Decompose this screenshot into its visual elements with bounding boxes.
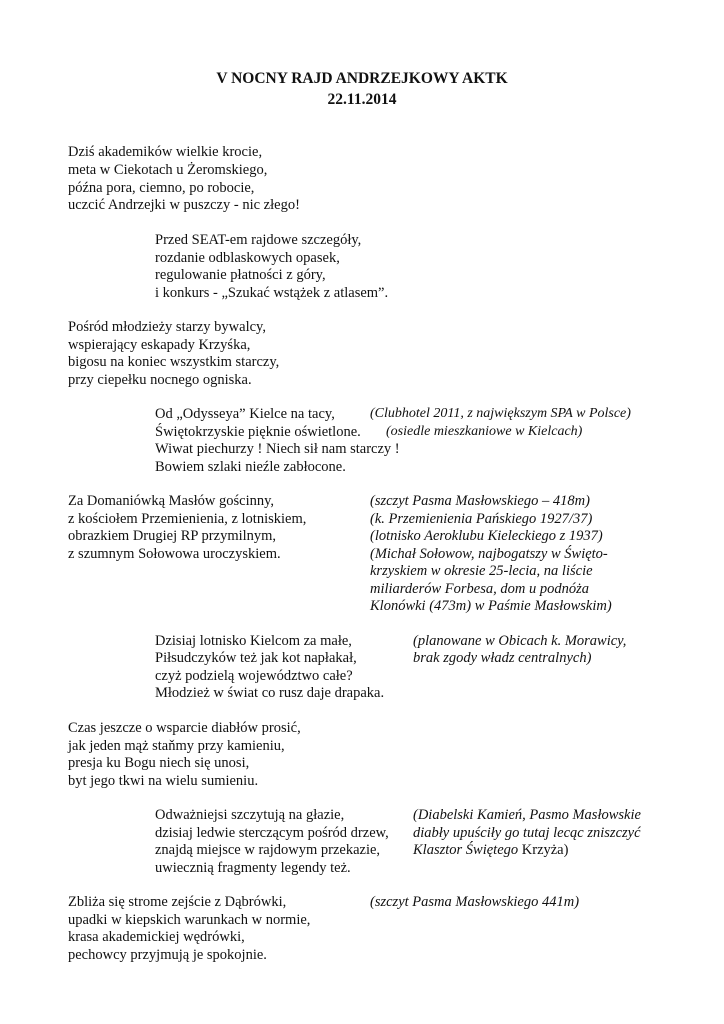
poem-line: krasa akademickiej wędrówki, bbox=[68, 929, 245, 945]
poem-line: Dzisiaj lotnisko Kielcom za małe, bbox=[155, 633, 352, 649]
footnote: brak zgody władz centralnych) bbox=[413, 650, 592, 666]
footnote: (lotnisko Aeroklubu Kieleckiego z 1937) bbox=[370, 528, 603, 544]
poem-line: czyż podzielą województwo całe? bbox=[155, 668, 353, 684]
poem-line: Świętokrzyskie pięknie oświetlone. bbox=[155, 424, 361, 440]
poem-line: Młodzież w świat co rusz daje drapaka. bbox=[155, 685, 385, 701]
poem-date: 22.11.2014 bbox=[327, 91, 397, 108]
poem-line: regulowanie płatności z góry, bbox=[155, 267, 326, 283]
poem-line: znajdą miejsce w rajdowym przekazie, bbox=[155, 842, 381, 858]
poem-line: przy ciepełku nocnego ogniska. bbox=[68, 372, 252, 388]
poem-line: Przed SEAT-em rajdowe szczegóły, bbox=[155, 232, 362, 248]
poem-line: wspierający eskapady Krzyśka, bbox=[68, 337, 251, 353]
poem-line: Odważniejsi szczytują na głazie, bbox=[155, 807, 345, 823]
poem-line: bigosu na koniec wszystkim starczy, bbox=[68, 354, 280, 370]
footnote: diabły upuściły go tutaj lecąc zniszczyć bbox=[413, 825, 641, 841]
poem-line: jak jeden mąż staňmy przy kamieniu, bbox=[68, 738, 285, 754]
footnote: miliarderów Forbesa, dom u podnóża bbox=[370, 581, 589, 597]
poem-line: rozdanie odblaskowych opasek, bbox=[155, 250, 340, 266]
footnote: (k. Przemienienia Pańskiego 1927/37) bbox=[370, 511, 593, 527]
footnote: (Michał Sołowow, najbogatszy w Święto- bbox=[370, 546, 608, 562]
poem-line: z kościołem Przemienienia, z lotniskiem, bbox=[68, 511, 307, 527]
poem-line: dzisiaj ledwie sterczącym pośród drzew, bbox=[155, 825, 389, 841]
footnote: (szczyt Pasma Masłowskiego 441m) bbox=[370, 894, 580, 910]
footnote: (osiedle mieszkaniowe w Kielcach) bbox=[386, 424, 583, 439]
poem-line: Od „Odysseya” Kielce na tacy, bbox=[155, 406, 335, 422]
poem-line: uwiecznią fragmenty legendy też. bbox=[155, 860, 351, 876]
poem-line: Czas jeszcze o wsparcie diabłów prosić, bbox=[68, 720, 301, 736]
footnote: (Diabelski Kamień, Pasmo Masłowskie bbox=[413, 807, 641, 823]
poem-line: meta w Ciekotach u Żeromskiego, bbox=[68, 162, 268, 178]
poem-line: z szumnym Sołowowa uroczyskiem. bbox=[68, 546, 281, 562]
poem-line: Wiwat piechurzy ! Niech sił nam starczy ! bbox=[155, 441, 400, 457]
footnote-part: Klasztor Świętego bbox=[413, 842, 519, 858]
footnote: (szczyt Pasma Masłowskiego – 418m) bbox=[370, 493, 590, 509]
footnote bbox=[413, 841, 568, 859]
poem-line: i konkurs - „Szukać wstążek z atlasem”. bbox=[155, 285, 389, 301]
poem-line: pechowcy przyjmują je spokojnie. bbox=[68, 947, 267, 963]
poem-line: Dziś akademików wielkie krocie, bbox=[68, 144, 263, 160]
poem-line: Piłsudczyków też jak kot napłakał, bbox=[155, 650, 357, 666]
poem-line: presja ku Bogu niech się unosi, bbox=[68, 755, 250, 771]
poem-line: byt jego tkwi na wielu sumieniu. bbox=[68, 773, 259, 789]
footnote: (Clubhotel 2011, z największym SPA w Polsce) bbox=[370, 406, 631, 421]
poem-line: obrazkiem Drugiej RP przymilnym, bbox=[68, 528, 277, 544]
footnote: krzyskiem w okresie 25-lecia, na liście bbox=[370, 563, 593, 579]
poem-title: V NOCNY RAJD ANDRZEJKOWY AKTK bbox=[216, 70, 508, 87]
footnote: (planowane w Obicach k. Morawicy, bbox=[413, 633, 627, 649]
footnote: Klonówki (473m) w Paśmie Masłowskim) bbox=[370, 598, 612, 614]
footnote-part: Krzyża) bbox=[521, 842, 569, 858]
poem-line: uczcić Andrzejki w puszczy - nic złego! bbox=[68, 197, 300, 213]
poem-line: Bowiem szlaki nieźle zabłocone. bbox=[155, 459, 346, 475]
poem-line: upadki w kiepskich warunkach w normie, bbox=[68, 912, 311, 928]
poem-line: Zbliża się strome zejście z Dąbrówki, bbox=[68, 894, 287, 910]
poem-line: Pośród młodzieży starzy bywalcy, bbox=[68, 319, 266, 335]
poem-line: późna pora, ciemno, po robocie, bbox=[68, 180, 255, 196]
poem-line: Za Domaniówką Masłów gościnny, bbox=[68, 493, 275, 509]
